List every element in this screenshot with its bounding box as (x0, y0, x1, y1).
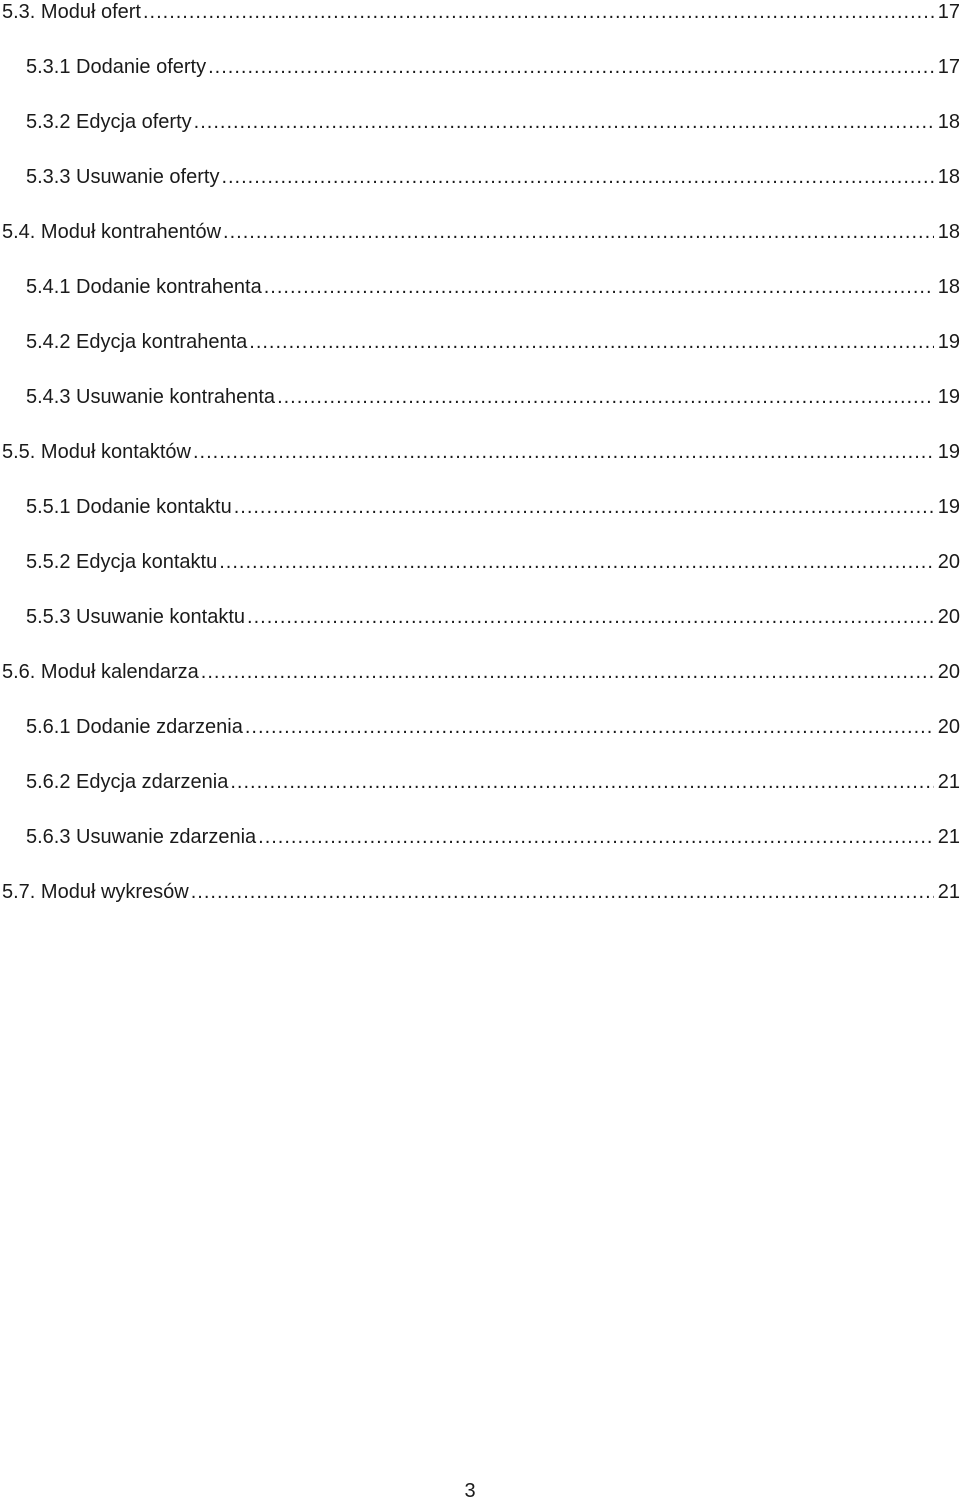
toc-leader-dots (249, 329, 933, 355)
toc-entry-page: 19 (937, 441, 960, 463)
toc-leader-dots (277, 384, 934, 410)
toc-leader-dots (201, 659, 934, 685)
toc-leader-dots (221, 164, 933, 190)
toc-entry-5-5-1[interactable] (26, 494, 960, 520)
toc-entry-5-6-1[interactable] (26, 714, 960, 740)
toc-leader-dots (230, 769, 933, 795)
toc-entry-label: 5.5.1 Dodanie kontaktu (26, 496, 232, 518)
toc-entry-label: 5.3.3 Usuwanie oferty (26, 166, 220, 188)
toc-entry-5-3-2[interactable] (26, 109, 960, 135)
toc-entry-page: 21 (937, 881, 960, 903)
toc-entry-page: 19 (937, 331, 960, 353)
toc-entry-label: 5.4.2 Edycja kontrahenta (26, 331, 248, 353)
toc-leader-dots (264, 274, 934, 300)
toc-entry-label: 5.5.2 Edycja kontaktu (26, 551, 218, 573)
toc-entry-label: 5.6.2 Edycja zdarzenia (26, 771, 229, 793)
toc-leader-dots (234, 494, 934, 520)
toc-entry-label: 5.6. Moduł kalendarza (2, 661, 199, 683)
toc-entry-page: 17 (937, 1, 960, 23)
toc-entry-label: 5.3. Moduł ofert (2, 1, 141, 23)
toc-entry-5-4-1[interactable] (26, 274, 960, 300)
toc-entry-label: 5.5.3 Usuwanie kontaktu (26, 606, 246, 628)
toc-entry-label: 5.5. Moduł kontaktów (2, 441, 191, 463)
toc-entry-5-6-3[interactable] (26, 824, 960, 850)
toc-entry-page: 18 (937, 111, 960, 133)
toc-entry-page: 20 (937, 716, 960, 738)
toc-leader-dots (219, 549, 934, 575)
toc-leader-dots (208, 54, 934, 80)
toc-entry-label: 5.4.1 Dodanie kontrahenta (26, 276, 262, 298)
toc-entry-page: 20 (937, 551, 960, 573)
toc-entry-5-4-2[interactable] (26, 329, 960, 355)
toc-entry-page: 17 (937, 56, 960, 78)
toc-entry-5-3[interactable] (2, 0, 960, 25)
toc-entry-label: 5.4.3 Usuwanie kontrahenta (26, 386, 276, 408)
page-number: 3 (464, 1480, 476, 1502)
toc-leader-dots (245, 714, 934, 740)
toc-entry-label: 5.7. Moduł wykresów (2, 881, 189, 903)
toc-entry-page: 19 (937, 496, 960, 518)
toc-entry-5-3-1[interactable] (26, 54, 960, 80)
toc-entry-page: 19 (937, 386, 960, 408)
toc-entry-5-4[interactable] (2, 219, 960, 245)
toc-entry-5-5-2[interactable] (26, 549, 960, 575)
toc-entry-page: 18 (937, 166, 960, 188)
toc-entry-label: 5.6.3 Usuwanie zdarzenia (26, 826, 257, 848)
toc-entry-5-4-3[interactable] (26, 384, 960, 410)
toc-leader-dots (247, 604, 934, 630)
toc-entry-5-6-2[interactable] (26, 769, 960, 795)
toc-entry-page: 20 (937, 661, 960, 683)
toc-entry-label: 5.3.2 Edycja oferty (26, 111, 192, 133)
toc-entry-page: 20 (937, 606, 960, 628)
toc-entry-5-5-3[interactable] (26, 604, 960, 630)
toc-entry-label: 5.3.1 Dodanie oferty (26, 56, 207, 78)
toc-leader-dots (191, 879, 934, 905)
toc-entry-5-6[interactable] (2, 659, 960, 685)
toc-entry-page: 18 (937, 276, 960, 298)
toc-leader-dots (193, 439, 934, 465)
toc-entry-5-5[interactable] (2, 439, 960, 465)
toc-leader-dots (194, 109, 934, 135)
toc-leader-dots (223, 219, 934, 245)
toc-entry-label: 5.4. Moduł kontrahentów (2, 221, 222, 243)
toc-leader-dots (258, 824, 934, 850)
toc-entry-page: 18 (937, 221, 960, 243)
toc-leader-dots (143, 0, 934, 25)
toc-entry-page: 21 (937, 826, 960, 848)
toc-entry-page: 21 (937, 771, 960, 793)
toc-entry-5-3-3[interactable] (26, 164, 960, 190)
toc-entry-label: 5.6.1 Dodanie zdarzenia (26, 716, 243, 738)
toc-entry-5-7[interactable] (2, 879, 960, 905)
